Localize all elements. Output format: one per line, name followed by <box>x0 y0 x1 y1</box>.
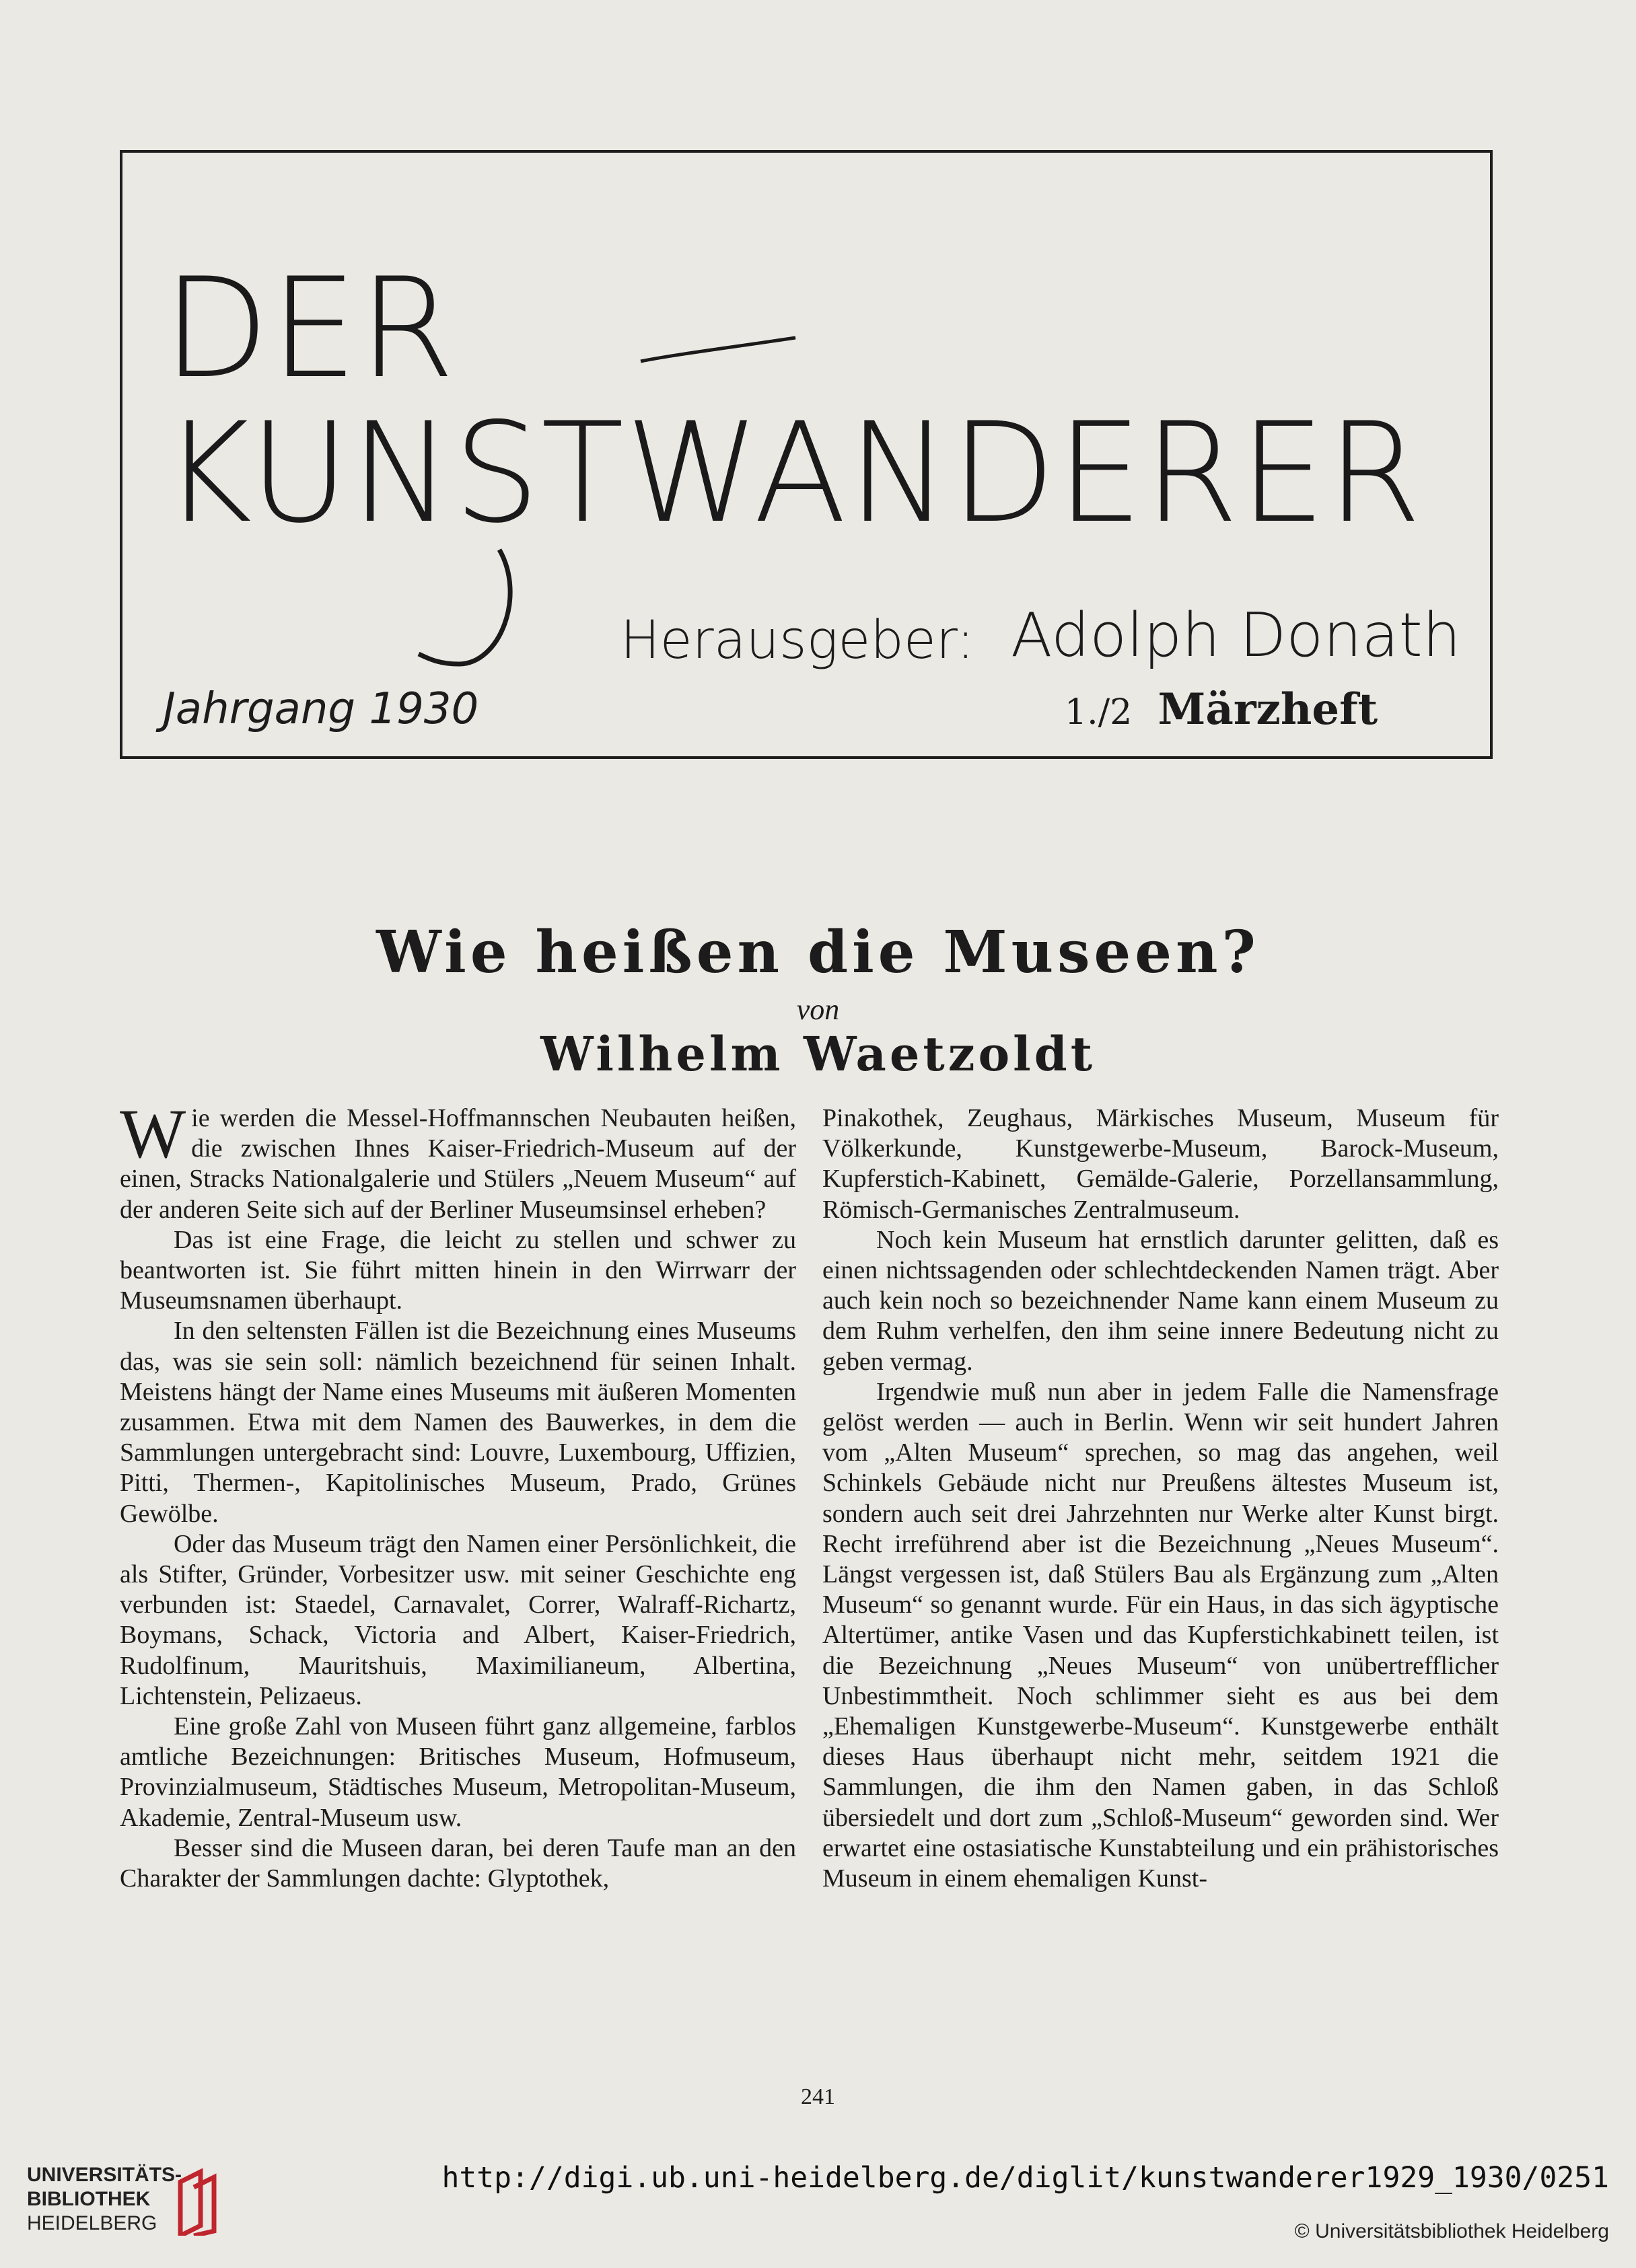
source-url-link[interactable]: http://digi.ub.uni-heidelberg.de/diglit/kunstwanderer1929_1930/0251 <box>441 2161 1609 2195</box>
publisher-name: Adolph Donath <box>1011 600 1461 671</box>
masthead-frame <box>120 150 1493 759</box>
text-column-left <box>120 1095 796 1894</box>
paragraph: Oder das Museum trägt den Namen einer Persönlichkeit, die als Stifter, Gründer, Vorbesitzer usw. mit seiner Geschichte eng verbunden ist: Staedel, Carnavalet, Correr, Walraff-Richartz, Boymans, Schack, Victoria and Albert, Kaiser-Friedrich, Rudolfinum, Mauritshuis, Maximilianeum, Albertina, Lichtenstein, Pelizaeus. <box>120 1529 796 1710</box>
paragraph: Irgendwie muß nun aber in jedem Falle die Namensfrage gelöst werden — auch in Berlin. Wenn wir seit hundert Jahren vom „Alten Museum“ sprechen, so mag das angehen, weil Schinkels Gebäude nicht nur Preußens ältestes Museum ist, sondern auch seit drei Jahrzehnten nur Werke alter Kunst birgt. Recht irreführend aber ist die Bezeichnung „Neues Museum“. Längst vergessen ist, daß Stülers Bau als Ergänzung zum „Alten Museum“ so genannt wurde. Für ein Haus, in das sich ägyptische Altertümer, antike Vasen und das Kupferstichkabinett teilen, ist die Bezeichnung „Neues Museum“ von unübertrefflicher Unbestimmtheit. Noch schlimmer sieht es aus bei dem „Ehemaligen Kunstgewerbe-Museum“. Kunstgewerbe enthält dieses Haus überhaupt nicht mehr, seitdem 1921 die Sammlungen, die ihm den Namen gaben, in das Schloß übersiedelt und dort zum „Schloß-Museum“ geworden sind. Wer erwartet eine ostasiatische Kunstabteilung und ein prähistorisches Museum in einem ehemaligen Kunst- <box>822 1377 1499 1893</box>
volume-year: Jahrgang 1930 <box>163 684 479 734</box>
paragraph: Eine große Zahl von Museen führt ganz allgemeine, farblos amtliche Bezeichnungen: Britisches Museum, Hofmuseum, Provinzialmuseum, Städtisches Museum, Metropolitan-Museum, Akademie, Zentral-Museum usw. <box>120 1712 796 1832</box>
masthead-title-line1: DER <box>163 249 456 409</box>
drop-cap: W <box>120 1095 186 1173</box>
text-column-right <box>822 1103 1499 1894</box>
paragraph: Besser sind die Museen daran, bei deren Taufe man an den Charakter der Sammlungen dachte: Glyptothek, <box>120 1833 796 1893</box>
paragraph: Pinakothek, Zeughaus, Märkisches Museum, Museum für Völkerkunde, Kunstgewerbe-Museum, Barock-Museum, Kupferstich-Kabinett, Gemälde-Galerie, Porzellansammlung, Römisch-Germanisches Zentralmuseum. <box>822 1104 1499 1224</box>
masthead-title-line2: KUNSTWANDERER <box>163 394 1423 554</box>
copyright-notice: © Universitätsbibliothek Heidelberg <box>1294 2220 1609 2242</box>
library-book-icon <box>174 2168 227 2236</box>
paragraph: Noch kein Museum hat ernstlich darunter gelitten, daß es einen nichtssagenden oder schlechtdeckenden Namen trägt. Aber auch kein noch so bezeichnender Name kann einem Museum zu dem Ruhm verhelfen, den ihm seine innere Bedeutung nicht zu geben vermag. <box>822 1225 1499 1376</box>
library-logo <box>27 2163 256 2244</box>
issue-number: 1./2 <box>1065 692 1133 733</box>
issue-info <box>1065 684 1378 735</box>
paragraph: Wie werden die Messel-Hoffmannschen Neubauten heißen, die zwischen Ihnes Kaiser-Friedrich-Museum auf der einen, Stracks Nationalgalerie und Stülers „Neuem Museum“ auf der anderen Seite sich auf der Berliner Museumsinsel erheben? <box>120 1095 796 1224</box>
article-title: Wie heißen die Museen? <box>376 918 1260 986</box>
article-author: Wilhelm Waetzoldt <box>540 1026 1096 1082</box>
issue-name: Märzheft <box>1158 684 1378 735</box>
publisher-label: Herausgeber: <box>620 610 974 671</box>
byline-prefix: von <box>796 993 840 1026</box>
paragraph: In den seltensten Fällen ist die Bezeichnung eines Museums das, was sie sein soll: nämlich bezeichnend für seinen Inhalt. Meistens hängt der Name eines Museums mit äußeren Momenten zusammen. Etwa mit dem Namen des Bauwerkes, in dem die Sammlungen untergebracht sind: Louvre, Luxembourg, Uffizien, Pitti, Thermen-, Kapitolinisches Museum, Prado, Grünes Gewölbe. <box>120 1317 796 1528</box>
library-name: UNIVERSITÄTS- BIBLIOTHEK HEIDELBERG <box>27 2164 182 2234</box>
page-number: 241 <box>801 2084 835 2109</box>
paragraph: Das ist eine Frage, die leicht zu stellen und schwer zu beantworten ist. Sie führt mitten hinein in den Wirrwarr der Museumsnamen überhaupt. <box>120 1225 796 1315</box>
